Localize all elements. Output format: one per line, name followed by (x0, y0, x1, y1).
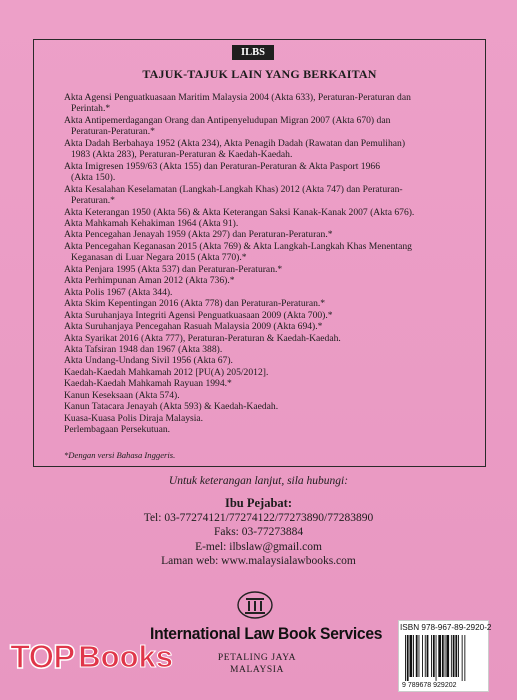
act-entry (64, 367, 482, 378)
act-entry-continuation: Peraturan-Peraturan.* (71, 126, 155, 138)
act-entry (64, 184, 482, 207)
act-entry-line: Akta Keterangan 1950 (Akta 56) & Akta Keterangan Saksi Kanak-Kanak 2007 (Akta 676). (64, 206, 415, 218)
act-entry-line: Kaedah-Kaedah Mahkamah Rayuan 1994.* (64, 378, 232, 390)
act-entry-line: Akta Kesalahan Keselamatan (Langkah-Langkah Khas) 2012 (Akta 747) dan Peraturan- (64, 183, 403, 195)
act-entry-line: Akta Agensi Penguatkuasaan Maritim Malaysia 2004 (Akta 633), Peraturan-Peraturan dan (64, 92, 411, 103)
act-entry-continuation: Peraturan.* (71, 195, 115, 207)
country-name: MALAYSIA (229, 665, 285, 675)
act-entry-line: Kanun Tatacara Jenayah (Akta 593) & Kaedah-Kaedah. (64, 401, 279, 413)
barcode-digits: 9 789678 929202 (402, 682, 457, 689)
act-entry-line: Akta Undang-Undang Sivil 1956 (Akta 67). (64, 355, 233, 367)
act-entry (64, 264, 482, 275)
act-entry-line: Akta Suruhanjaya Pencegahan Rasuah Malaysia 2009 (Akta 694).* (64, 321, 323, 333)
city-name: PETALING JAYA (217, 653, 297, 663)
act-entry-line: Akta Imigresen 1959/63 (Akta 155) dan Peraturan-Peraturan & Akta Pasport 1966 (64, 160, 380, 172)
act-entry-continuation: 1983 (Akta 283), Peraturan-Peraturan & Kaedah-Kaedah. (71, 149, 293, 161)
act-entry (64, 355, 482, 366)
act-entry-line: Akta Pencegahan Keganasan 2015 (Akta 769) & Akta Langkah-Langkah Khas Menentang (64, 240, 412, 252)
act-entry (64, 424, 482, 435)
barcode-icon (403, 635, 485, 681)
act-entry (64, 298, 482, 309)
act-entry-line: Akta Antipemerdagangan Orang dan Antipenyeludupan Migran 2007 (Akta 670) dan (64, 114, 391, 126)
act-entry (64, 138, 482, 161)
act-entry-line: Akta Polis 1967 (Akta 344). (64, 286, 173, 298)
act-entry (64, 401, 482, 412)
act-entry-continuation: (Akta 150). (71, 172, 116, 184)
act-entry (64, 333, 482, 344)
website: Laman web: www.malaysialawbooks.com (161, 555, 356, 568)
act-entry (64, 161, 482, 184)
act-entry-line: Perlembagaan Persekutuan. (64, 424, 171, 436)
act-entry-line: Kuasa-Kuasa Polis Diraja Malaysia. (64, 412, 204, 424)
act-entry-line: Akta Pencegahan Jenayah 1959 (Akta 297) dan Peraturan-Peraturan.* (64, 229, 333, 241)
head-office-label: Ibu Pejabat: (224, 496, 293, 510)
act-entry-line: Akta Skim Kepentingan 2016 (Akta 778) dan Peraturan-Peraturan.* (64, 298, 326, 310)
act-entry (64, 115, 482, 138)
publisher-name: International Law Book Services (150, 624, 383, 643)
act-entry-line: Akta Tafsiran 1948 dan 1967 (Akta 388). (64, 343, 223, 355)
act-entry-line: Akta Syarikat 2016 (Akta 777), Peraturan-Peraturan & Kaedah-Kaedah. (64, 332, 341, 344)
act-entry (64, 218, 482, 229)
act-entry-line: Akta Suruhanjaya Integriti Agensi Penguatkuasaan 2009 (Akta 700).* (64, 309, 333, 321)
act-entry-continuation: Keganasan di Luar Negara 2015 (Akta 770).* (71, 252, 247, 264)
act-entry-line: Akta Mahkamah Kehakiman 1964 (Akta 91). (64, 217, 239, 229)
act-list (64, 92, 482, 436)
act-entry (64, 321, 482, 332)
act-entry (64, 287, 482, 298)
fax: Faks: 03-77273884 (213, 526, 304, 539)
english-version-note: *Dengan versi Bahasa Inggeris. (64, 450, 176, 460)
act-entry (64, 241, 482, 264)
contact-intro: Untuk keterangan lanjut, sila hubungi: (168, 475, 349, 487)
ilbs-badge: ILBS (232, 45, 274, 60)
publisher-location (172, 652, 342, 676)
isbn-label: ISBN 978-967-89-2920-2 (400, 623, 492, 632)
act-entry (64, 310, 482, 321)
telephone: Tel: 03-77274121/77274122/77273890/77283890 (143, 511, 374, 524)
act-entry (64, 344, 482, 355)
publisher-logo-icon (237, 590, 273, 620)
act-entry (64, 275, 482, 286)
act-entry-line: Akta Penjara 1995 (Akta 537) dan Peraturan-Peraturan.* (64, 263, 283, 275)
watermark-top: TOP (10, 638, 75, 675)
act-entry (64, 229, 482, 240)
act-entry (64, 378, 482, 389)
contact-block (0, 496, 517, 569)
act-entry-line: Kanun Keseksaan (Akta 574). (64, 389, 180, 401)
related-titles-heading: TAJUK-TAJUK LAIN YANG BERKAITAN (142, 67, 377, 81)
act-entry (64, 390, 482, 401)
watermark-books: Books (78, 639, 173, 674)
act-entry (64, 92, 482, 115)
topbooks-watermark (10, 636, 173, 678)
act-entry-line: Akta Dadah Berbahaya 1952 (Akta 234), Akta Penagih Dadah (Rawatan dan Pemulihan) (64, 137, 406, 149)
act-entry-line: Akta Perhimpunan Aman 2012 (Akta 736).* (64, 275, 235, 287)
act-entry (64, 413, 482, 424)
act-entry-continuation: Perintah.* (71, 103, 111, 115)
act-entry (64, 207, 482, 218)
act-entry-line: Kaedah-Kaedah Mahkamah 2012 [PU(A) 205/2012]. (64, 366, 269, 378)
email: E-mel: ilbslaw@gmail.com (195, 540, 322, 553)
